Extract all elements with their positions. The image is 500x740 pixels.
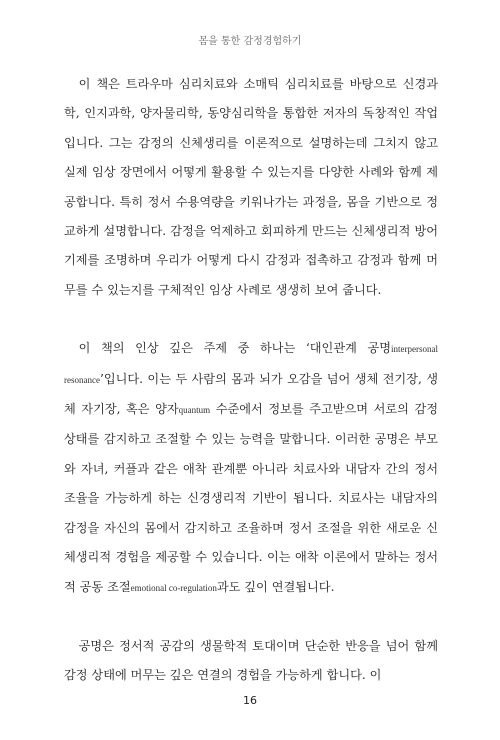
- paragraph-2-text-b: ’입니다. 이는 두 사람의 몸과 뇌가 오감을 넘어 생체 전기장, 생체 자기장, 혹은 양자: [64, 371, 438, 417]
- paragraph-2-text-d: 과도 깊이 연결됩니다.: [216, 579, 335, 594]
- paragraph-1: 이 책은 트라우마 심리치료와 소매틱 심리치료를 바탕으로 신경과학, 인지과학, 양자물리학, 동양심리학을 통합한 저자의 독창적인 작업입니다. 그는 감정의 신체생리를 이론적으로 설명하는데 그치지 않고 실제 임상 장면에서 어떻게 활용할 수 있는지를 다양한 사례와 함께 제공합니다. 특히 정서 수용역량을 키워나가는 과정을, 몸을 기반으로 정교하게 설명합니다. 감정을 억제하고 회피하게 만드는 신체생리적 방어기제를 조명하며 우리가 어떻게 다시 감정과 접촉하고 감정과 함께 머무를 수 있는지를 구체적인 임상 사례로 생생히 보여 줍니다.: [64, 77, 438, 297]
- page-number: 16: [243, 694, 257, 707]
- running-header: 몸을 통한 감정경험하기: [198, 36, 302, 47]
- body-text: [64, 70, 438, 691]
- gloss-emotional-co-regulation: emotional co-regulation: [130, 582, 217, 593]
- paragraph-2-text-c: 수준에서 정보를 주고받으며 서로의 감정 상태를 감지하고 조절할 수 있는 능력을 말합니다. 이러한 공명은 부모와 자녀, 커플과 같은 애착 관계뿐 아니라 치료사와 내담자 간의 정서 조율을 가능하게 하는 신경생리적 기반이 됩니다. 치료사는 내담자의 감정을 자신의 몸에서 감지하고 조율하며 정서 조절을 위한 새로운 신체생리적 경험을 제공할 수 있습니다. 이는 애착 이론에서 말하는 정서적 공동 조절: [64, 402, 438, 594]
- gloss-quantum: quantum: [178, 405, 211, 416]
- paragraph-2: [64, 334, 438, 603]
- gloss-interpersonal-resonance: interpersonal resonance: [64, 344, 438, 385]
- paragraph-3: 공명은 정서적 공감의 생물학적 토대이며 단순한 반응을 넘어 함께 감정 상태에 머무는 깊은 연결의 경험을 가능하게 합니다. 이: [64, 638, 438, 683]
- paragraph-2-text-a: 이 책의 인상 깊은 주제 중 하나는 ‘대인관계 공명: [78, 341, 392, 356]
